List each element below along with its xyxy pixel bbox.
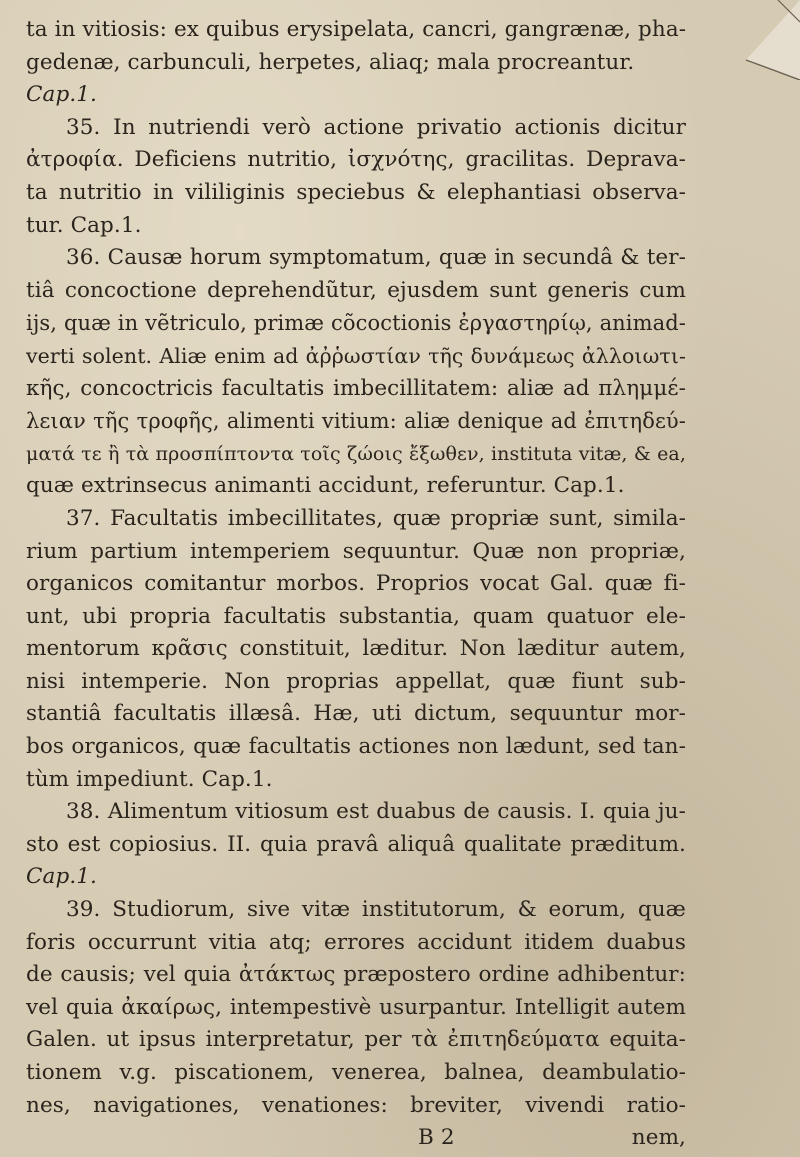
text-line-13: λειαν τῆς τροφῆς, alimenti vitium: aliæ denique ad ἐπιτηδεύ- — [26, 409, 686, 434]
text-line-14: ματά τε ἢ τὰ προσπίπτοντα τοῖς ζώοις ἔξωθεν, instituta vitæ, & ea, — [26, 442, 686, 465]
text-line-33: tionem v.g. piscationem, venerea, balnea, deambulatio- — [26, 1060, 686, 1085]
text-line-17: rium partium intemperiem sequuntur. Quæ non propriæ, — [26, 538, 686, 564]
text-line-1: ta in vitiosis: ex quibus erysipelata, cancri, gangrænæ, pha- — [26, 17, 687, 42]
text-line-7: tur. Cap.1. — [26, 212, 142, 238]
text-line-2: gedenæ, carbunculi, herpetes, aliaq; mala procreantur. — [26, 49, 635, 75]
text-line-32: Galen. ut ipsus interpretatur, per τὰ ἐπιτηδεύματα equita- — [26, 1027, 686, 1053]
page-corner-fold — [740, 0, 800, 80]
text-line-28: 39. Studiorum, sive vitæ institutorum, & eorum, quæ — [66, 897, 686, 923]
text-line-15: quæ extrinsecus animanti accidunt, referuntur. Cap.1. — [26, 473, 625, 499]
text-line-10: ijs, quæ in vẽtriculo, primæ cõcoctionis ἐργαστηρίῳ, animad- — [26, 311, 686, 336]
text-line-11: verti solent. Aliæ enim ad ἀῤῥωστίαν τῆς δυνάμεως ἀλλοιωτι- — [26, 343, 686, 368]
text-line-25: 38. Alimentum vitiosum est duabus de causis. I. quia ju- — [66, 799, 686, 825]
text-line-30: de causis; vel quia ἀτάκτως præpostero ordine adhibentur: — [26, 962, 686, 988]
text-line-5: ἀτροφία. Deficiens nutritio, ἰσχνότης, gracilitas. Deprava- — [26, 147, 686, 173]
text-line-26: sto est copiosius. II. quia pravâ aliquâ qualitate præditum. — [26, 831, 686, 857]
text-line-21: nisi intemperie. Non proprias appellat, quæ fiunt sub- — [26, 668, 686, 694]
text-line-29: foris occurrunt vitia atq; errores accidunt itidem duabus — [26, 929, 686, 955]
text-line-9: tiâ concoctione deprehendũtur, ejusdem sunt generis cum — [26, 277, 686, 303]
page-footer — [26, 1122, 686, 1155]
text-line-24: tùm impediunt. Cap.1. — [26, 766, 273, 792]
text-line-6: ta nutritio in vililiginis speciebus & elephantiasi observa- — [26, 179, 686, 205]
text-line-23: bos organicos, quæ facultatis actiones non lædunt, sed tan- — [26, 734, 686, 760]
text-line-34: nes, navigationes, venationes: breviter, vivendi ratio- — [26, 1092, 686, 1118]
text-line-31: vel quia ἀκαίρως, intempestivè usurpantur. Intelligit autem — [26, 994, 686, 1020]
text-line-20: mentorum κρᾶσις constituit, læditur. Non læditur autem, — [26, 636, 686, 662]
text-line-18: organicos comitantur morbos. Proprios vocat Gal. quæ fi- — [26, 571, 686, 597]
text-line-4: 35. In nutriendi verò actione privatio actionis dicitur — [66, 114, 686, 140]
catchword: nem, — [631, 1125, 686, 1151]
signature-mark: B 2 — [418, 1125, 455, 1151]
text-line-16: 37. Facultatis imbecillitates, quæ propriæ sunt, simila- — [66, 505, 686, 531]
text-line-3: Cap.1. — [26, 82, 97, 108]
text-line-19: unt, ubi propria facultatis substantia, quam quatuor ele- — [26, 603, 686, 629]
text-line-22: stantiâ facultatis illæsâ. Hæ, uti dictum, sequuntur mor- — [26, 701, 686, 727]
text-line-8: 36. Causæ horum symptomatum, quæ in secundâ & ter- — [66, 245, 686, 271]
text-line-27: Cap.1. — [26, 864, 97, 890]
body-text — [26, 14, 686, 1155]
text-line-12: κῆς, concoctricis facultatis imbecillitatem: aliæ ad πλημμέ- — [26, 375, 686, 401]
